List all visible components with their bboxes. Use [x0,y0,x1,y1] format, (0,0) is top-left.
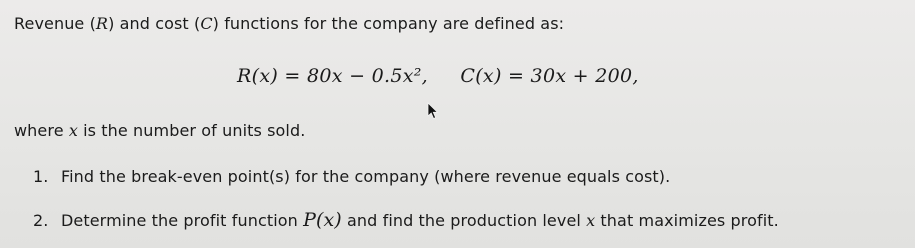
units-variable: x [68,121,78,140]
mouse-pointer-icon [427,102,439,120]
question-2-number: 2. [33,211,49,230]
variable-definition [14,121,305,140]
cost-equation: C(x) = 30x + 200, [460,65,639,87]
function-equations [237,65,639,87]
intro-text-before: Revenue ( [14,14,96,33]
where-text-after: is the number of units sold. [77,121,306,140]
question-2-text-before: Determine the profit function [61,211,304,230]
revenue-equation: R(x) = 80x − 0.5x², [237,65,435,87]
question-1-text: Find the break-even point(s) for the company (where revenue equals cost). [61,167,671,186]
question-1-number: 1. [33,167,49,186]
production-variable: x [586,211,596,230]
cost-symbol: C [200,14,213,33]
question-1 [33,167,670,186]
problem-intro [14,14,564,33]
profit-function: P(x) [303,209,342,231]
question-2-text-after: that maximizes profit. [595,211,779,230]
intro-text-after: ) functions for the company are defined as: [212,14,565,33]
where-text-before: where [14,121,69,140]
intro-text-middle: ) and cost ( [108,14,201,33]
question-2-text-middle: and find the production level [341,211,587,230]
question-2 [33,209,779,231]
revenue-symbol: R [95,14,109,33]
